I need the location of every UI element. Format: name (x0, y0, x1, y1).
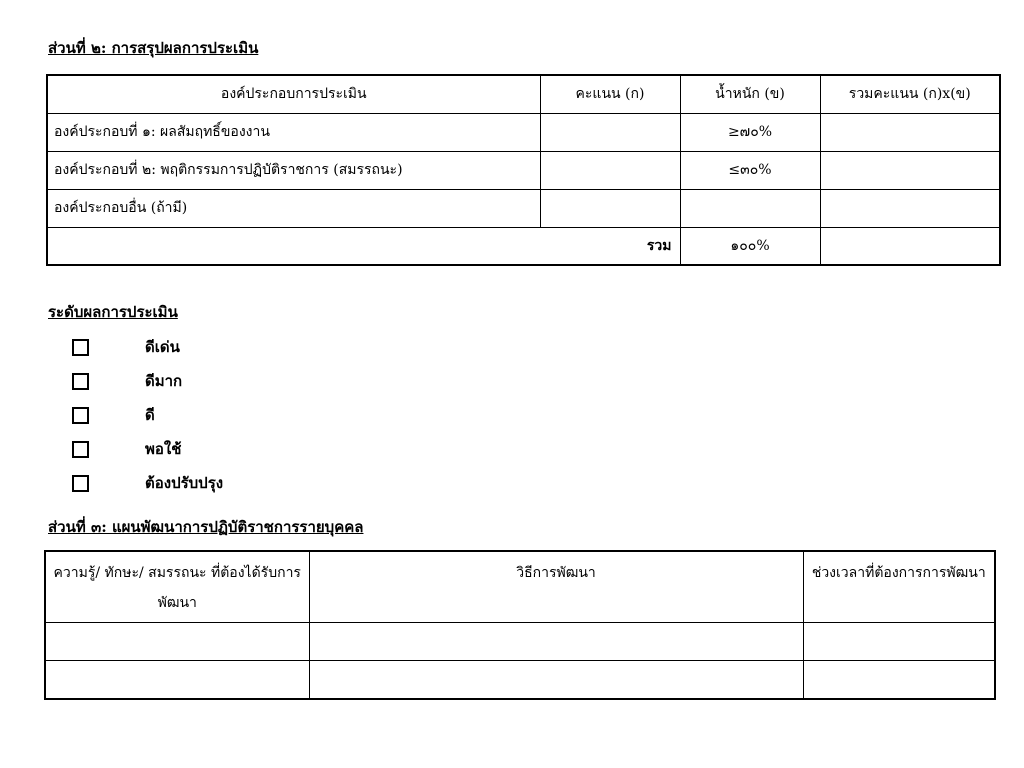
section-2-title: ส่วนที่ ๒: การสรุปผลการประเมิน (48, 39, 259, 57)
total-cell[interactable] (820, 113, 1000, 151)
checkbox-icon[interactable] (72, 475, 89, 492)
rating-option-good[interactable] (72, 398, 223, 432)
total-cell[interactable] (820, 151, 1000, 189)
rating-option-very-good[interactable] (72, 364, 223, 398)
header-component: องค์ประกอบการประเมิน (47, 75, 540, 113)
table-row (47, 189, 1000, 227)
rating-option-label: ดีเด่น (145, 338, 180, 356)
header-skills: ความรู้/ ทักษะ/ สมรรถนะ ที่ต้องได้รับการพัฒนา (45, 551, 309, 623)
rating-level-title: ระดับผลการประเมิน (48, 303, 178, 321)
timeframe-cell[interactable] (803, 623, 995, 661)
timeframe-cell[interactable] (803, 661, 995, 699)
header-method: วิธีการพัฒนา (309, 551, 803, 623)
total-cell[interactable] (820, 189, 1000, 227)
weight-cell: ≥๗๐% (680, 113, 820, 151)
evaluation-summary-table (46, 74, 1001, 266)
table-header-row (47, 75, 1000, 113)
weight-cell: ≤๓๐% (680, 151, 820, 189)
table-row (47, 113, 1000, 151)
development-plan-table (44, 550, 996, 700)
rating-option-label: ดีมาก (145, 372, 183, 390)
header-total: รวมคะแนน (ก)x(ข) (820, 75, 1000, 113)
section-3-title: ส่วนที่ ๓: แผนพัฒนาการปฏิบัติราชการรายบุคคล (48, 518, 364, 536)
skills-cell[interactable] (45, 661, 309, 699)
table-row (45, 623, 995, 661)
header-score: คะแนน (ก) (540, 75, 680, 113)
header-weight: น้ำหนัก (ข) (680, 75, 820, 113)
method-cell[interactable] (309, 623, 803, 661)
rating-options (72, 330, 223, 500)
component-cell: องค์ประกอบอื่น (ถ้ามี) (47, 189, 540, 227)
score-cell[interactable] (540, 189, 680, 227)
skills-cell[interactable] (45, 623, 309, 661)
table-row (47, 151, 1000, 189)
score-cell[interactable] (540, 113, 680, 151)
table-total-row (47, 227, 1000, 265)
checkbox-icon[interactable] (72, 373, 89, 390)
rating-option-label: ต้องปรับปรุง (145, 474, 224, 492)
checkbox-icon[interactable] (72, 441, 89, 458)
total-label: รวม (47, 227, 680, 265)
weight-cell[interactable] (680, 189, 820, 227)
component-cell: องค์ประกอบที่ ๒: พฤติกรรมการปฏิบัติราชการ (สมรรถนะ) (47, 151, 540, 189)
table-header-row (45, 551, 995, 623)
total-weight-cell: ๑๐๐% (680, 227, 820, 265)
checkbox-icon[interactable] (72, 407, 89, 424)
rating-option-fair[interactable] (72, 432, 223, 466)
score-cell[interactable] (540, 151, 680, 189)
rating-option-label: พอใช้ (145, 440, 182, 458)
rating-option-needs-improvement[interactable] (72, 466, 223, 500)
rating-option-excellent[interactable] (72, 330, 223, 364)
method-cell[interactable] (309, 661, 803, 699)
grand-total-cell[interactable] (820, 227, 1000, 265)
rating-option-label: ดี (145, 406, 155, 424)
component-cell: องค์ประกอบที่ ๑: ผลสัมฤทธิ์ของงาน (47, 113, 540, 151)
checkbox-icon[interactable] (72, 339, 89, 356)
header-timeframe: ช่วงเวลาที่ต้องการการพัฒนา (803, 551, 995, 623)
table-row (45, 661, 995, 699)
